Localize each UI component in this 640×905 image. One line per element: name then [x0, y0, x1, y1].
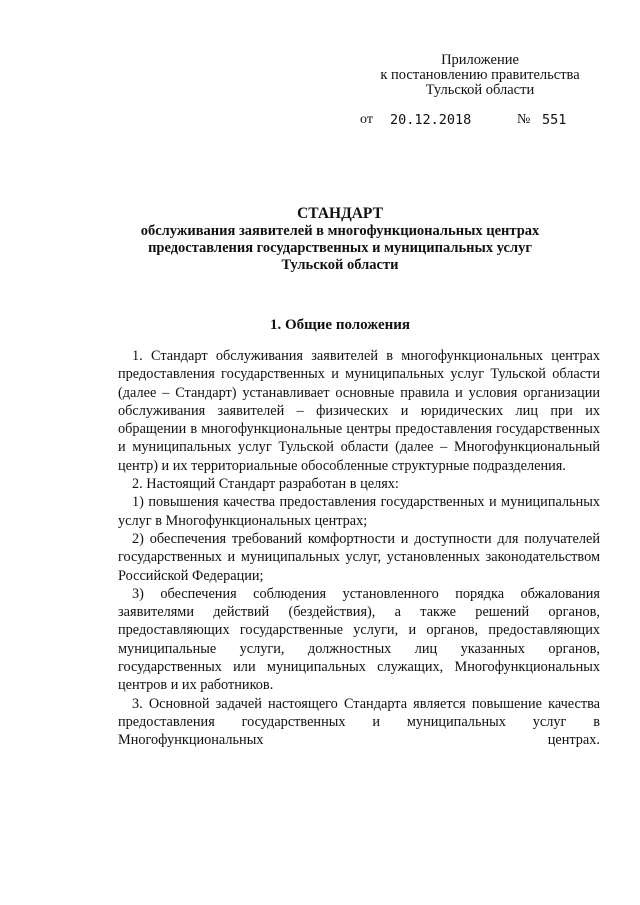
- title-line-3: Тульской области: [281, 257, 399, 273]
- title-line-2: предоставления государственных и муниципальных услуг: [148, 240, 532, 256]
- paragraph-1: 1. Стандарт обслуживания заявителей в многофункциональных центрах предоставления государственных и муниципальных услуг Тульской области (далее – Стандарт) устанавливает основные правила и условия организации обслуживания заявителей – физических и юридических лиц при их обращении в многофункциональные центры предоставления государственных и муниципальных услуг Тульской области (далее – Многофункциональный центр) и их территориальные обособленные структурные подразделения.: [118, 348, 600, 474]
- title-main: СТАНДАРТ: [297, 205, 383, 222]
- paragraph-3: 1) повышения качества предоставления государственных и муниципальных услуг в Многофункциональных центрах;: [118, 494, 600, 529]
- document-title: [80, 205, 600, 274]
- paragraph-6: 3. Основной задачей настоящего Стандарта является повышение качества предоставления государственных и муниципальных услуг в Многофункциональных центрах.: [118, 695, 600, 749]
- order-date: 20.12.2018: [390, 112, 472, 128]
- section-heading: 1. Общие положения: [269, 317, 411, 333]
- paragraph-2: 2. Настоящий Стандарт разработан в целях:: [132, 476, 399, 493]
- appendix-label: Приложение: [441, 52, 519, 68]
- paragraph-5: 3) обеспечения соблюдения установленного порядка обжалования заявителями действий (бездействия), а также решений органов, предоставляющих государственные услуги, и органов, предоставляющих муниципальные услуги, должностных лиц указанных органов, государственных или муниципальных служащих, Многофункциональных центров и их работников.: [118, 585, 600, 694]
- order-number-sign: №: [517, 112, 531, 127]
- appendix-resolution-line: к постановлению правительства: [380, 67, 580, 83]
- order-number: 551: [542, 112, 567, 128]
- appendix-block: [340, 53, 620, 98]
- order-date-prefix: от: [360, 112, 373, 127]
- paragraph-4: 2) обеспечения требований комфортности и доступности для получателей государственных и муниципальных услуг, установленных законодательством Российской Федерации;: [118, 530, 600, 584]
- title-line-1: обслуживания заявителей в многофункциональных центрах: [140, 223, 540, 239]
- appendix-region-line: Тульской области: [425, 82, 535, 98]
- document-body: [118, 347, 600, 750]
